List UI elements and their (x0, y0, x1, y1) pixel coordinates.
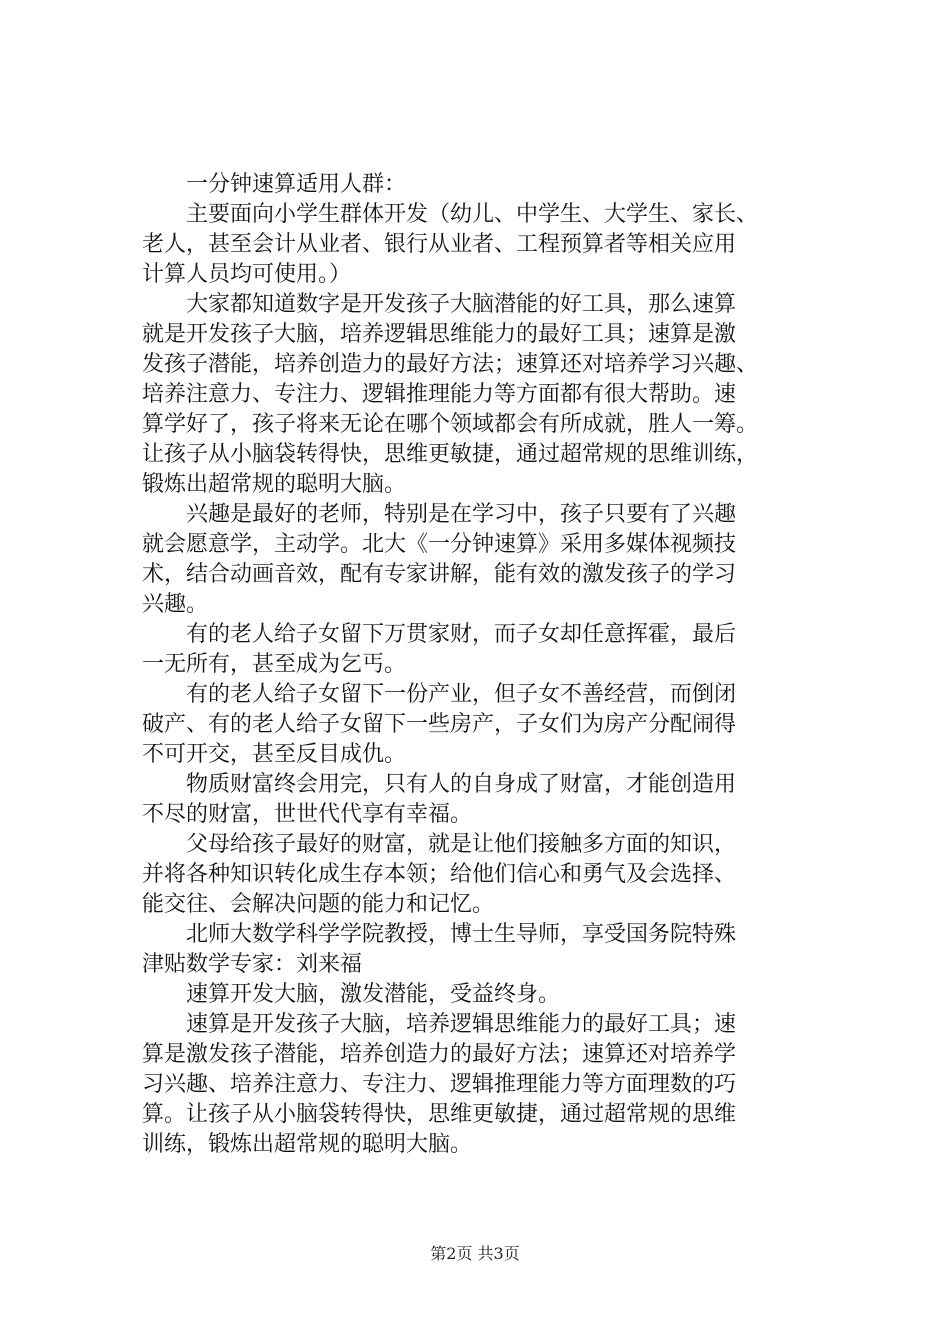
text-line: 锻炼出超常规的聪明大脑。 (142, 472, 407, 497)
text-line: 父母给孩子最好的财富，就是让他们接触多方面的知识， (186, 832, 737, 857)
text-line: 能交往、会解决问题的能力和记忆。 (142, 892, 495, 917)
text-line: 培养注意力、专注力、逻辑推理能力等方面都有很大帮助。速 (142, 382, 737, 407)
text-line: 物质财富终会用完，只有人的自身成了财富，才能创造用 (186, 772, 737, 797)
text-line: 速算是开发孩子大脑，培养逻辑思维能力的最好工具；速 (186, 1012, 737, 1037)
text-line: 一无所有，甚至成为乞丐。 (142, 652, 407, 677)
text-line: 津贴数学专家：刘来福 (142, 952, 363, 977)
text-line: 训练，锻炼出超常规的聪明大脑。 (142, 1132, 473, 1157)
text-line: 兴趣。 (142, 592, 209, 617)
document-body (142, 170, 828, 1160)
text-line: 速算开发大脑，激发潜能，受益终身。 (186, 982, 561, 1007)
text-line: 让孩子从小脑袋转得快，思维更敏捷，通过超常规的思维训练， (142, 442, 759, 467)
text-line: 有的老人给子女留下万贯家财，而子女却任意挥霍，最后 (186, 622, 737, 647)
text-line: 北师大数学科学学院教授，博士生导师，享受国务院特殊 (186, 922, 737, 947)
text-line: 术，结合动画音效，配有专家讲解，能有效的激发孩子的学习 (142, 562, 737, 587)
text-line: 不可开交，甚至反目成仇。 (142, 742, 407, 767)
text-line: 就会愿意学，主动学。北大《一分钟速算》采用多媒体视频技 (142, 532, 737, 557)
text-line: 算。让孩子从小脑袋转得快，思维更敏捷，通过超常规的思维 (142, 1102, 737, 1127)
text-line: 并将各种知识转化成生存本领；给他们信心和勇气及会选择、 (142, 862, 737, 887)
page-number-footer: 第2页 共3页 (430, 1244, 520, 1263)
text-line: 计算人员均可使用。） (142, 262, 352, 287)
text-line: 一分钟速算适用人群： (186, 172, 407, 197)
text-line: 就是开发孩子大脑，培养逻辑思维能力的最好工具；速算是激 (142, 322, 737, 347)
text-line: 算是激发孩子潜能，培养创造力的最好方法；速算还对培养学 (142, 1042, 737, 1067)
text-line: 算学好了，孩子将来无论在哪个领域都会有所成就，胜人一筹。 (142, 412, 759, 437)
text-line: 主要面向小学生群体开发（幼儿、中学生、大学生、家长、 (186, 202, 759, 227)
text-line: 大家都知道数字是开发孩子大脑潜能的好工具，那么速算 (186, 292, 737, 317)
text-line: 发孩子潜能，培养创造力的最好方法；速算还对培养学习兴趣、 (142, 352, 759, 377)
text-line: 习兴趣、培养注意力、专注力、逻辑推理能力等方面理数的巧 (142, 1072, 737, 1097)
text-line: 老人，甚至会计从业者、银行从业者、工程预算者等相关应用 (142, 232, 737, 257)
text-line: 有的老人给子女留下一份产业，但子女不善经营，而倒闭 (186, 682, 737, 707)
text-line: 兴趣是最好的老师，特别是在学习中，孩子只要有了兴趣 (186, 502, 737, 527)
text-line: 破产、有的老人给子女留下一些房产，子女们为房产分配闹得 (142, 712, 737, 737)
text-line: 不尽的财富，世世代代享有幸福。 (142, 802, 473, 827)
